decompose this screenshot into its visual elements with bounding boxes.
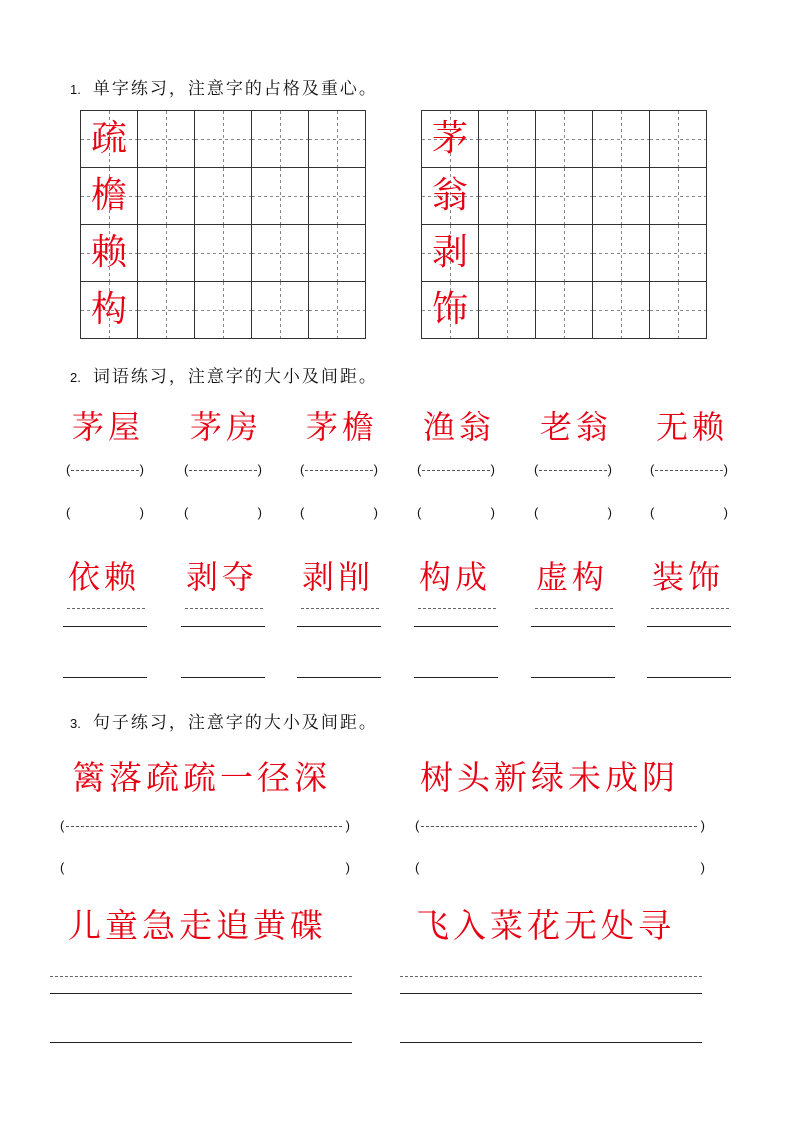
writing-guide-dotted xyxy=(301,608,379,609)
word-item: 装饰 xyxy=(652,558,725,596)
section2-title: 词语练习，注意字的大小及间距。 xyxy=(92,367,378,387)
section1-heading xyxy=(70,74,378,99)
word-item: 构成 xyxy=(419,558,492,596)
practice-char: 茅 xyxy=(431,118,468,159)
word-item: 虚构 xyxy=(536,558,609,596)
practice-char: 剥 xyxy=(431,232,468,273)
word-item: 依赖 xyxy=(68,558,141,596)
grid-cell xyxy=(81,225,138,282)
writing-line xyxy=(63,626,147,627)
section1-title: 单字练习，注意字的占格及重心。 xyxy=(92,79,378,99)
sentence: 篱落疏疏一径深 xyxy=(72,758,331,797)
sentence: 飞入菜花无处寻 xyxy=(416,906,675,945)
word-item: 茅房 xyxy=(190,408,263,446)
practice-char: 构 xyxy=(90,289,127,330)
writing-line xyxy=(181,677,265,678)
writing-guide-dotted xyxy=(535,608,613,609)
practice-grid-left xyxy=(80,110,366,339)
writing-line xyxy=(414,677,498,678)
grid-cell xyxy=(81,168,138,225)
writing-line xyxy=(297,626,381,627)
practice-char: 檐 xyxy=(90,175,127,216)
section3-title: 句子练习，注意字的大小及间距。 xyxy=(92,713,378,733)
writing-line xyxy=(50,993,352,994)
section1-number: 1. xyxy=(70,82,81,97)
section2-heading xyxy=(70,362,378,387)
writing-guide-dotted xyxy=(651,608,729,609)
writing-guide-dotted xyxy=(185,608,263,609)
sentence: 儿童急走追黄碟 xyxy=(68,906,327,945)
word-item: 剥夺 xyxy=(186,558,259,596)
writing-line xyxy=(531,677,615,678)
writing-line xyxy=(181,626,265,627)
section2-number: 2. xyxy=(70,370,81,385)
writing-line xyxy=(297,677,381,678)
grid-cell xyxy=(422,168,479,225)
word-item: 茅屋 xyxy=(72,408,145,446)
writing-guide-dotted xyxy=(50,976,352,977)
writing-guide-dotted xyxy=(67,608,145,609)
practice-char: 赖 xyxy=(90,232,127,273)
writing-line xyxy=(647,626,731,627)
writing-line xyxy=(531,626,615,627)
word-item: 无赖 xyxy=(656,408,729,446)
writing-line xyxy=(50,1042,352,1043)
writing-line xyxy=(400,1042,702,1043)
grid-cell xyxy=(81,282,138,339)
sentence: 树头新绿未成阴 xyxy=(420,758,679,797)
practice-char: 翁 xyxy=(431,175,468,216)
writing-guide-dotted xyxy=(400,976,702,977)
section3-number: 3. xyxy=(70,716,81,731)
section3-heading xyxy=(70,708,378,733)
grid-cell xyxy=(422,111,479,168)
word-item: 渔翁 xyxy=(423,408,496,446)
practice-char: 疏 xyxy=(90,118,127,159)
word-item: 老翁 xyxy=(540,408,613,446)
writing-guide-dotted xyxy=(418,608,496,609)
grid-cell xyxy=(422,282,479,339)
word-item: 剥削 xyxy=(302,558,375,596)
grid-cell xyxy=(422,225,479,282)
practice-char: 饰 xyxy=(431,289,468,330)
writing-line xyxy=(414,626,498,627)
writing-line xyxy=(400,993,702,994)
grid-cell xyxy=(81,111,138,168)
writing-line xyxy=(647,677,731,678)
writing-line xyxy=(63,677,147,678)
word-item: 茅檐 xyxy=(306,408,379,446)
practice-grid-right xyxy=(421,110,707,339)
